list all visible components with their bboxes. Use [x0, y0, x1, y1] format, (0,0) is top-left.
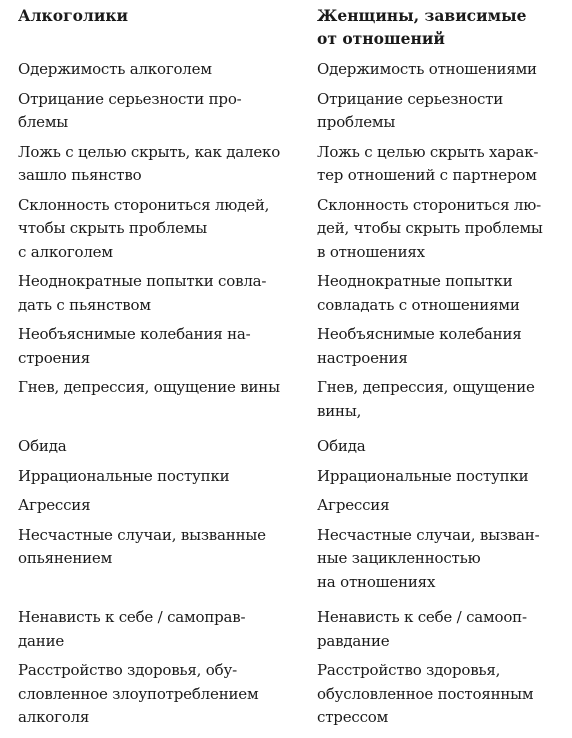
- header-alcoholics: Алкоголики: [18, 6, 129, 25]
- cell-alcoholics: Склонность сторониться людей, чтобы скрыть проблемы с алкоголем: [18, 195, 270, 261]
- cell-women-dependent: Ненависть к себе / самооп- равдание: [317, 608, 527, 650]
- cell-women-dependent: Агрессия: [317, 496, 390, 514]
- table-row: [18, 494, 566, 518]
- cell-alcoholics: Отрицание серьезности про- блемы: [18, 89, 242, 131]
- table-row: [18, 270, 566, 317]
- table-row: [18, 524, 566, 595]
- cell-alcoholics: Ненависть к себе / самоправ- дание: [18, 608, 246, 650]
- table-row: [18, 606, 566, 653]
- cell-alcoholics: Несчастные случаи, вызванные опьянением: [18, 525, 266, 567]
- cell-alcoholics: Неоднократные попытки совла- дать с пьянством: [18, 272, 267, 314]
- cell-women-dependent: Расстройство здоровья, обусловленное постоянным стрессом: [317, 661, 534, 726]
- comparison-table: [18, 0, 566, 736]
- table-row: [18, 435, 566, 459]
- header-women-dependent: Женщины, зависимые от отношений: [317, 6, 527, 48]
- cell-women-dependent: Обида: [317, 437, 366, 455]
- cell-women-dependent: Иррациональные поступки: [317, 466, 529, 485]
- cell-women-dependent: Склонность сторониться лю- дей, чтобы скрыть проблемы в отношениях: [317, 195, 543, 261]
- cell-women-dependent: Ложь с целью скрыть харак- тер отношений с партнером: [317, 142, 539, 184]
- table-row: [18, 659, 566, 730]
- cell-alcoholics: Обида: [18, 437, 67, 455]
- cell-alcoholics: Одержимость алкоголем: [18, 60, 212, 78]
- table-row: [18, 141, 566, 188]
- cell-alcoholics: Расстройство здоровья, обу- словленное злоупотреблением алкоголя: [18, 661, 259, 726]
- cell-women-dependent: Неоднократные попытки совладать с отношениями: [317, 272, 520, 314]
- cell-alcoholics: Необъяснимые колебания на- строения: [18, 325, 251, 367]
- cell-women-dependent: Несчастные случаи, вызван- ные зацикленностью на отношениях: [317, 525, 540, 591]
- table-row: [18, 58, 566, 82]
- cell-alcoholics: Агрессия: [18, 496, 91, 514]
- cell-women-dependent: Одержимость отношениями: [317, 60, 537, 78]
- table-row: [18, 376, 566, 423]
- cell-alcoholics: Ложь с целью скрыть, как далеко зашло пьянство: [18, 142, 281, 184]
- table-body: [18, 58, 566, 730]
- cell-women-dependent: Отрицание серьезности проблемы: [317, 89, 504, 131]
- table-row: [18, 323, 566, 370]
- cell-women-dependent: Гнев, депрессия, ощущение вины,: [317, 378, 535, 420]
- table-row: [18, 465, 566, 489]
- cell-alcoholics: Гнев, депрессия, ощущение вины: [18, 378, 280, 396]
- table-row: [18, 88, 566, 135]
- cell-alcoholics: Иррациональные поступки: [18, 466, 230, 485]
- table-header: [18, 0, 566, 50]
- table-row: [18, 194, 566, 265]
- cell-women-dependent: Необъяснимые колебания настроения: [317, 325, 522, 367]
